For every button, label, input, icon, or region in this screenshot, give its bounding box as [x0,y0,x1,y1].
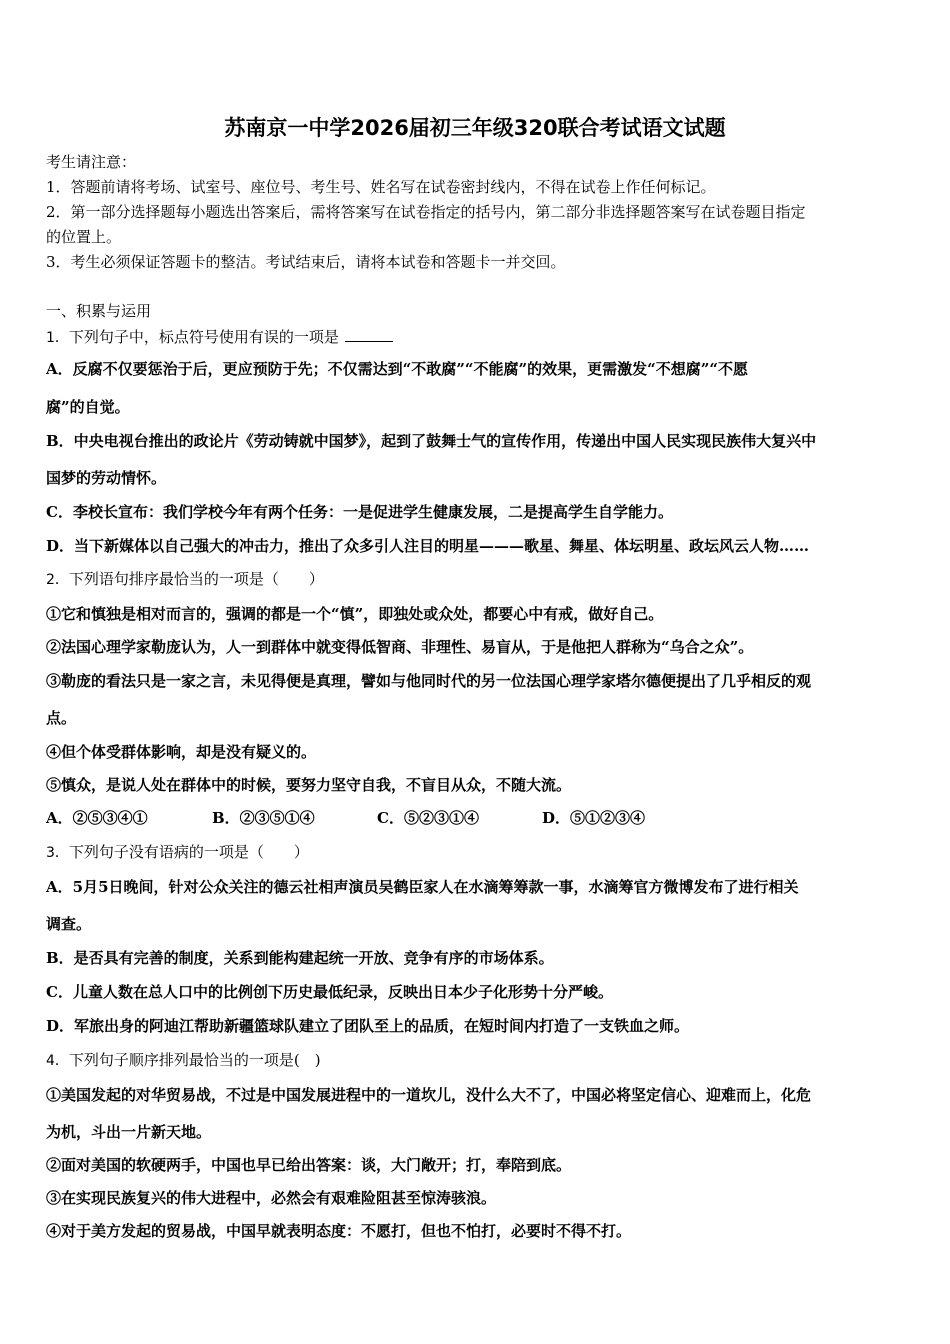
question-number: 1． [46,330,69,346]
question-text: 下列语句排序最恰当的一项是（ ） [68,570,324,588]
option-a: A．反腐不仅要惩治于后，更应预防于先；不仅需达到“不敢腐”“不能腐”的效果，更需激发“不想腐”“不愿 [46,360,749,378]
sentence-3: ③勒庞的看法只是一家之言，未见得便是真理，譬如与他同时代的另一位法国心理学家塔尔德便提出了几乎相反的观 [46,672,812,690]
sentence-2: ②面对美国的软硬两手，中国也早已给出答案：谈，大门敞开；打，奉陪到底。 [46,1156,572,1174]
question-text: 下列句子中，标点符号使用有误的一项是 [68,328,339,346]
question-number: 3． [46,845,69,861]
sentence-4: ④对于美方发起的贸易战，中国早就表明态度：不愿打，但也不怕打，必要时不得不打。 [46,1222,632,1240]
option-b-cont: 国梦的劳动情怀。 [46,469,167,487]
option-c: C．李校长宣布：我们学校今年有两个任务：一是促进学生健康发展，二是提高学生自学能力。 [46,503,673,521]
notice-heading: 考生请注意： [46,153,137,171]
option-b: B．②③⑤①④ [212,809,315,827]
sentence-1: ①美国发起的对华贸易战，不过是中国发展进程中的一道坎儿，没什么大不了，中国必将坚定信心、迎难而上，化危 [46,1086,812,1104]
answer-blank [345,329,393,342]
question-4-stem [46,1051,321,1070]
option-b: B．中央电视台推出的政论片《劳动铸就中国梦》，起到了鼓舞士气的宣传作用，传递出中国人民实现民族伟大复兴中 [46,432,817,450]
option-c: C．儿童人数在总人口中的比例创下历史最低纪录，反映出日本少子化形势十分严峻。 [46,983,613,1001]
question-2-stem [46,570,324,589]
sentence-5: ⑤慎众，是说人处在群体中的时候，要努力坚守自我，不盲目从众，不随大流。 [46,776,572,794]
option-a: A．②⑤③④① [46,809,148,827]
notice-item: 3．考生必须保证答题卡的整洁。考试结束后，请将本试卷和答题卡一并交回。 [46,253,566,271]
sentence-3: ③在实现民族复兴的伟大进程中，必然会有艰难险阻甚至惊涛骇浪。 [46,1189,497,1207]
option-a-cont: 腐”的自觉。 [46,398,130,416]
question-3-stem [46,843,309,862]
option-a: A．5月5日晚间，针对公众关注的德云社相声演员吴鹤臣家人在水滴筹筹款一事，水滴筹官方微博发布了进行相关 [46,878,799,896]
question-1-stem [46,328,393,347]
question-number: 2． [46,572,69,588]
sentence-2: ②法国心理学家勒庞认为，人一到群体中就变得低智商、非理性、易盲从，于是他把人群称为“乌合之众”。 [46,638,754,656]
sentence-1-cont: 为机，斗出一片新天地。 [46,1123,212,1141]
section-heading: 一、积累与运用 [46,302,152,320]
notice-item: 1．答题前请将考场、试室号、座位号、考生号、姓名写在试卷密封线内，不得在试卷上作任何标记。 [46,178,716,196]
sentence-4: ④但个体受群体影响，却是没有疑义的。 [46,743,317,761]
option-b: B．是否具有完善的制度，关系到能构建起统一开放、竞争有序的市场体系。 [46,949,554,967]
notice-item: 的位置上。 [46,228,122,246]
notice-item: 2．第一部分选择题每小题选出答案后，需将答案写在试卷指定的括号内，第二部分非选择题答案写在试卷题目指定 [46,203,806,221]
question-number: 4． [46,1053,69,1069]
option-d: D．军旅出身的阿迪江帮助新疆篮球队建立了团队至上的品质，在短时间内打造了一支铁血之师。 [46,1017,690,1035]
sentence-1: ①它和慎独是相对而言的，强调的都是一个“慎”，即独处或众处，都要心中有戒，做好自己。 [46,605,664,623]
option-d: D．⑤①②③④ [542,809,646,827]
page-title: 苏南京一中学2026届初三年级320联合考试语文试题 [224,116,726,140]
question-text: 下列句子没有语病的一项是（ ） [68,843,309,861]
option-c: C．⑤②③①④ [377,809,479,827]
question-text: 下列句子顺序排列最恰当的一项是( ) [68,1051,321,1069]
sentence-3-cont: 点。 [46,709,77,727]
option-d: D．当下新媒体以自己强大的冲击力，推出了众多引人注目的明星———歌星、舞星、体坛明星、政坛风云人物…… [46,537,810,555]
option-a-cont: 调查。 [46,915,92,933]
